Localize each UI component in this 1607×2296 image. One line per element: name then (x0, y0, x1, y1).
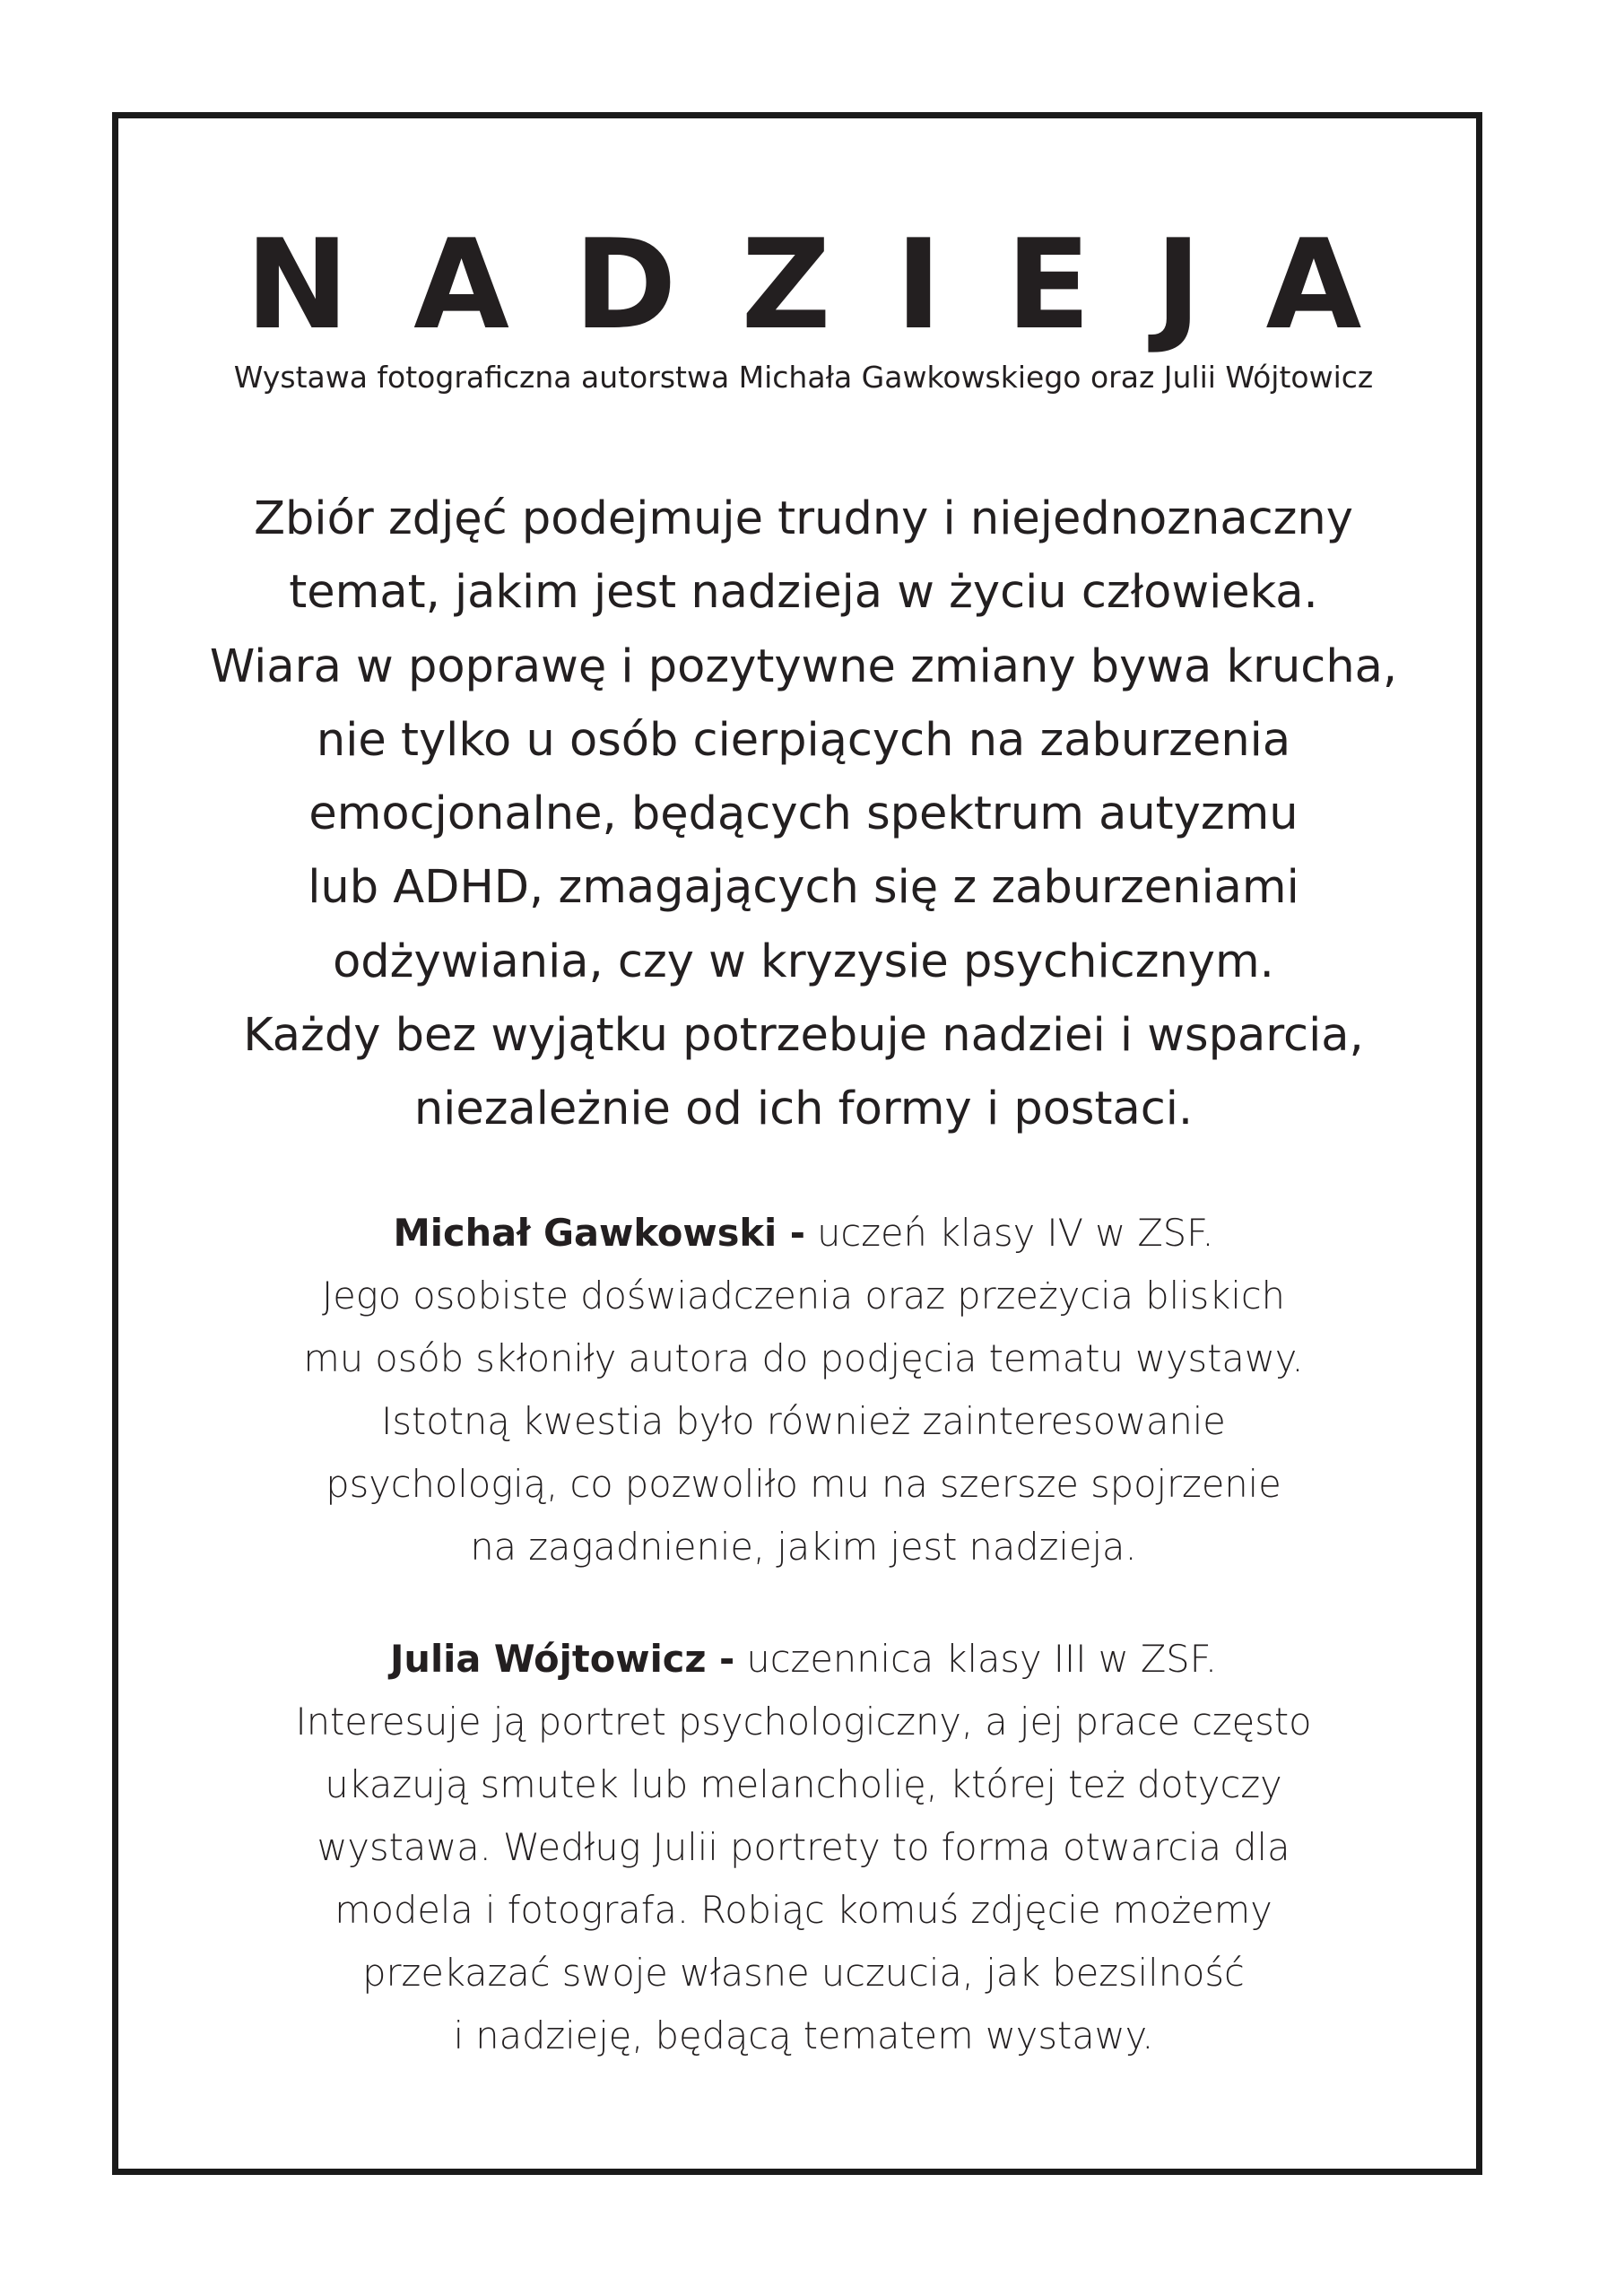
author-role: uczennica klasy III w ZSF. (734, 1637, 1218, 1681)
intro-line: Wiara w poprawę i pozytywne zmiany bywa krucha, (209, 639, 1398, 693)
author-name: Michał Gawkowski - (393, 1211, 805, 1255)
bio-line: przekazać swoje własne uczucia, jak bezsilność (362, 1951, 1245, 1995)
bio-line: Interesuje ją portret psychologiczny, a jej prace często (295, 1700, 1312, 1744)
bio-line: modela i fotografa. Robiąc komuś zdjęcie możemy (334, 1888, 1273, 1932)
bio-michal-gawkowski (143, 1202, 1464, 1578)
intro-line: Zbiór zdjęć podejmuje trudny i niejednoznaczny (254, 492, 1353, 545)
intro-line: nie tylko u osób cierpiących na zaburzenia (316, 713, 1291, 767)
intro-line: niezależnie od ich formy i postaci. (413, 1083, 1194, 1136)
bio-line: i nadzieję, będącą tematem wystawy. (453, 2013, 1154, 2057)
intro-line: Każdy bez wyjątku potrzebuje nadziei i wsparcia, (243, 1009, 1364, 1063)
bio-line: Jego osobiste doświadczenia oraz przeżycia bliskich (322, 1274, 1285, 1318)
author-name: Julia Wójtowicz - (389, 1637, 735, 1681)
intro-line: emocjonalne, będących spektrum autyzmu (308, 787, 1299, 841)
intro-paragraph (143, 483, 1464, 1147)
exhibition-title: NADZIEJA (245, 213, 1427, 357)
bio-line: ukazują smutek lub melancholię, której też dotyczy (325, 1762, 1282, 1806)
bio-line: Istotną kwestia było również zainteresowanie (381, 1399, 1226, 1443)
bio-line: psychologią, co pozwoliło mu na szersze spojrzenie (326, 1462, 1281, 1506)
bio-line: mu osób skłoniły autora do podjęcia tematu wystawy. (303, 1336, 1304, 1380)
bio-heading (143, 1202, 1464, 1265)
bio-line: wystawa. Według Julii portrety to forma otwarcia dla (317, 1825, 1290, 1869)
bio-heading (143, 1628, 1464, 1691)
bio-line: na zagadnienie, jakim jest nadzieja. (470, 1525, 1137, 1569)
exhibition-subtitle: Wystawa fotograficzna autorstwa Michała Gawkowskiego oraz Julii Wójtowicz (233, 360, 1374, 395)
bio-julia-wojtowicz (143, 1628, 1464, 2067)
intro-line: temat, jakim jest nadzieja w życiu człowieka. (289, 566, 1318, 620)
intro-line: lub ADHD, zmagających się z zaburzeniami (308, 861, 1299, 915)
intro-line: odżywiania, czy w kryzysie psychicznym. (333, 935, 1274, 988)
author-role: uczeń klasy IV w ZSF. (804, 1211, 1214, 1255)
